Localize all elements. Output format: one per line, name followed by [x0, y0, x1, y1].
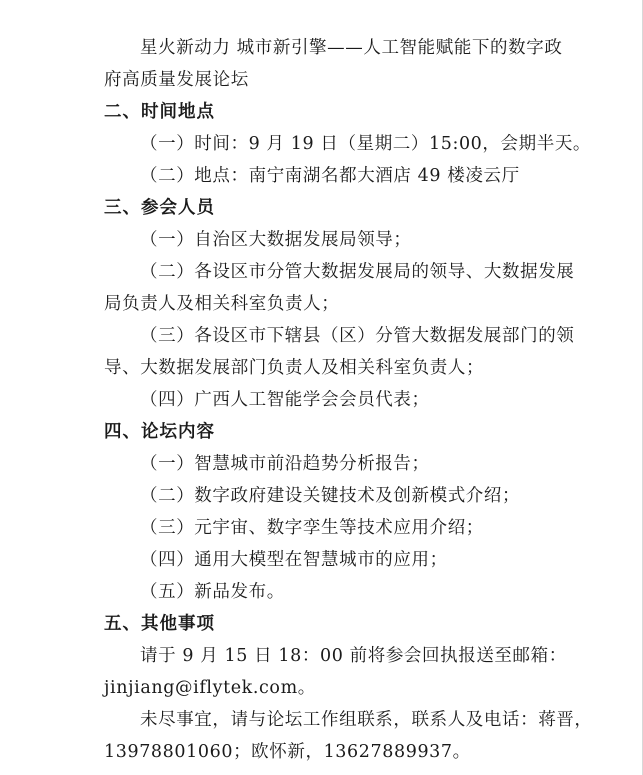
section-heading-content: 四、论坛内容: [104, 422, 215, 442]
section-heading-time-place: 二、时间地点: [104, 102, 215, 122]
other-para-2-line-1: 未尽事宜，请与论坛工作组联系，联系人及电话：蒋晋，: [140, 710, 593, 730]
section-heading-other: 五、其他事项: [104, 614, 215, 634]
attendee-item-3-line-2: 导、大数据发展部门负责人及相关科室负责人；: [104, 358, 485, 378]
intro-line-2: 府高质量发展论坛: [104, 70, 249, 90]
attendee-item-2-line-2: 局负责人及相关科室负责人；: [104, 294, 340, 314]
place-item: （二）地点：南宁南湖名都大酒店 49 楼凌云厅: [140, 166, 520, 186]
content-item-5: （五）新品发布。: [140, 582, 285, 602]
time-item: （一）时间：9 月 19 日（星期二）15:00，会期半天。: [140, 134, 592, 154]
content-item-2: （二）数字政府建设关键技术及创新模式介绍；: [140, 486, 521, 506]
content-item-1: （一）智慧城市前沿趋势分析报告；: [140, 454, 430, 474]
content-item-3: （三）元宇宙、数字孪生等技术应用介绍；: [140, 518, 484, 538]
section-heading-attendees: 三、参会人员: [104, 198, 215, 218]
content-item-4: （四）通用大模型在智慧城市的应用；: [140, 550, 448, 570]
intro-line-1: 星火新动力 城市新引擎——人工智能赋能下的数字政: [140, 38, 563, 58]
other-para-1-line-1: 请于 9 月 15 日 18：00 前将参会回执报送至邮箱：: [140, 646, 567, 666]
attendee-item-1: （一）自治区大数据发展局领导；: [140, 230, 412, 250]
attendee-item-4: （四）广西人工智能学会会员代表；: [140, 390, 430, 410]
contact-phones: 13978801060；欧怀新，13627889937。: [104, 742, 471, 762]
contact-email: jinjiang@iflytek.com。: [104, 678, 316, 698]
attendee-item-3-line-1: （三）各设区市下辖县（区）分管大数据发展部门的领: [140, 326, 575, 346]
attendee-item-2-line-1: （二）各设区市分管大数据发展局的领导、大数据发展: [140, 262, 575, 282]
